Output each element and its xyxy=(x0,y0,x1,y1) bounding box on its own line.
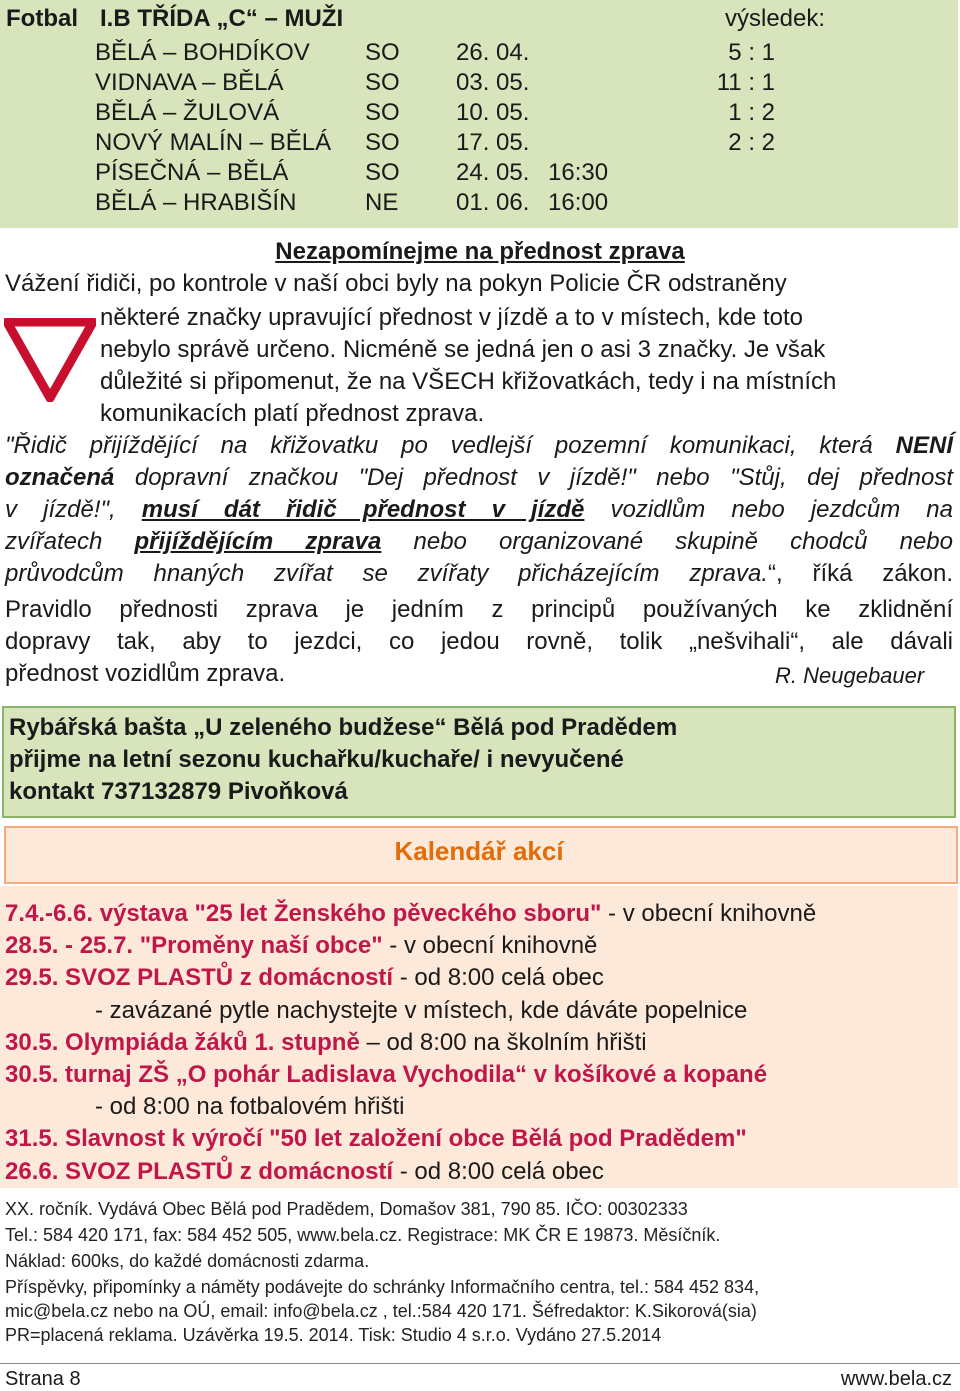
imprint-line: Tel.: 584 420 171, fax: 584 452 505, www.bela.cz. Registrace: MK ČR E 19873. Měsíčník. xyxy=(5,1225,721,1245)
event-detail: - zavázané pytle nachystejte v místech, kde dáváte popelnice xyxy=(95,996,748,1024)
law-quote-line xyxy=(5,430,953,462)
calendar-event xyxy=(5,1027,647,1059)
event-title: Olympiáda žáků 1. stupně xyxy=(58,1028,360,1056)
law-quote-line xyxy=(5,462,953,494)
result-header: výsledek: xyxy=(725,5,826,32)
event-detail: - od 8:00 celá obec xyxy=(393,1157,604,1185)
quote-text: dopravní značkou "Dej přednost v jízdě!" nebo "Stůj, dej přednost xyxy=(114,464,953,491)
quote-emphasis: přijíždějícím zprava xyxy=(134,528,382,555)
match-result: 1 : 2 xyxy=(728,99,775,126)
article-line: důležité si připomenut, že na VŠECH křižovatkách, tedy i na místních xyxy=(100,368,837,395)
quote-text: "Řidič přijíždějící na křižovatku po vedlejší pozemní komunikaci, která xyxy=(5,432,896,459)
event-date: 30.5. xyxy=(5,1061,59,1088)
event-detail: – od 8:00 na školním hřišti xyxy=(359,1028,647,1056)
match-date: 17. 05. xyxy=(456,129,530,156)
football-results-box xyxy=(0,0,958,228)
imprint-line: mic@bela.cz nebo na OÚ, email: info@bela.cz , tel.:584 420 171. Šéfredaktor: K.Sikorová(sia) xyxy=(5,1301,757,1321)
article-author: R. Neugebauer xyxy=(775,663,925,688)
event-date: 30.5. xyxy=(5,1028,59,1056)
match-date: 03. 05. xyxy=(456,69,530,96)
quote-text: “, říká zákon. xyxy=(768,560,954,587)
match-date: 26. 04. xyxy=(456,39,530,66)
match-date: 10. 05. xyxy=(456,99,530,126)
quote-emphasis: musí dát řidič přednost v jízdě xyxy=(141,496,585,523)
sport-label: Fotbal xyxy=(6,5,78,32)
event-detail: - od 8:00 na fotbalovém hřišti xyxy=(95,1093,405,1121)
article-title: Nezapomínejme na přednost zprava xyxy=(275,238,685,265)
law-quote-line xyxy=(5,558,953,590)
article-line: přednost vozidlům zprava. xyxy=(5,660,286,687)
quote-text: zvířatech xyxy=(5,528,135,555)
quote-emphasis: označená xyxy=(5,464,115,491)
match-time: 16:30 xyxy=(548,159,609,186)
footer-divider xyxy=(0,1363,960,1364)
event-title: SVOZ PLASTŮ z domácností xyxy=(58,1157,394,1185)
match-time: 16:00 xyxy=(548,189,609,216)
event-date: 31.5. xyxy=(5,1125,59,1153)
event-date: 28.5. - 25.7. xyxy=(5,932,134,960)
imprint-line: Příspěvky, připomínky a náměty podávejte do schránky Informačního centra, tel.: 584 452 834, xyxy=(5,1277,760,1297)
event-title: Slavnost k výročí "50 let založení obce Bělá pod Pradědem" xyxy=(58,1125,747,1153)
ad-line: kontakt 737132879 Pivoňková xyxy=(9,778,348,805)
quote-emphasis: NENÍ xyxy=(895,432,953,459)
imprint-line: Náklad: 600ks, do každé domácnosti zdarma. xyxy=(5,1251,370,1271)
match-teams: BĚLÁ – HRABIŠÍN xyxy=(95,189,297,216)
event-detail: - v obecní knihovně xyxy=(382,932,598,960)
calendar-events-box xyxy=(0,886,958,1188)
quote-text: vozidlům nebo jezdcům na xyxy=(584,496,954,523)
match-teams: PÍSEČNÁ – BĚLÁ xyxy=(95,159,289,186)
article-line: nebylo správě určeno. Nicméně se jedná jen o asi 3 značky. Je však xyxy=(100,336,826,363)
match-result: 5 : 1 xyxy=(728,39,775,66)
event-detail: - v obecní knihovně xyxy=(601,900,817,927)
match-day: SO xyxy=(365,69,400,96)
page-number: Strana 8 xyxy=(5,1368,81,1390)
article-line: komunikacích platí přednost zprava. xyxy=(100,400,485,427)
ad-line: přijme na letní sezonu kuchařku/kuchaře/ i nevyučené xyxy=(9,746,624,773)
event-title: "Proměny naší obce" xyxy=(133,932,383,960)
article-line: Vážení řidiči, po kontrole v naší obci byly na pokyn Policie ČR odstraněny xyxy=(5,270,787,297)
job-ad-box xyxy=(2,706,956,818)
quote-text: průvodcům hnaných zvířat se zvířaty přicházejícím zprava. xyxy=(5,560,769,587)
event-date: 29.5. xyxy=(5,964,59,992)
calendar-event xyxy=(5,1059,767,1091)
match-day: SO xyxy=(365,99,400,126)
match-day: NE xyxy=(365,189,399,216)
imprint-line: XX. ročník. Vydává Obec Bělá pod Pradědem, Domašov 381, 790 85. IČO: 00302333 xyxy=(5,1199,688,1219)
event-detail: - od 8:00 celá obec xyxy=(393,964,604,992)
match-date: 01. 06. xyxy=(456,189,530,216)
event-title: SVOZ PLASTŮ z domácností xyxy=(58,964,394,992)
match-teams: VIDNAVA – BĚLÁ xyxy=(95,69,284,96)
article-line: Pravidlo přednosti zprava je jedním z principů používaných ke zklidnění xyxy=(5,596,953,623)
calendar-event xyxy=(95,1091,405,1123)
law-quote-line xyxy=(5,494,953,526)
calendar-event xyxy=(5,1156,604,1188)
event-date: 26.6. xyxy=(5,1157,59,1185)
calendar-event xyxy=(95,995,747,1027)
match-teams: BĚLÁ – ŽULOVÁ xyxy=(95,99,280,126)
ad-line: Rybářská bašta „U zeleného budžese“ Bělá pod Pradědem xyxy=(9,714,678,741)
imprint-line: PR=placená reklama. Uzávěrka 19.5. 2014. Tisk: Studio 4 s.r.o. Vydáno 27.5.2014 xyxy=(5,1325,662,1345)
article-line: některé značky upravující přednost v jízdě a to v místech, kde toto xyxy=(100,304,804,331)
match-result: 11 : 1 xyxy=(716,69,775,96)
match-teams: NOVÝ MALÍN – BĚLÁ xyxy=(95,129,332,156)
law-quote-line xyxy=(5,526,953,558)
calendar-title: Kalendář akcí xyxy=(394,836,564,866)
calendar-event xyxy=(5,1123,747,1155)
website-link[interactable]: www.bela.cz xyxy=(840,1368,952,1390)
match-date: 24. 05. xyxy=(456,159,530,186)
yield-sign-icon xyxy=(4,318,96,402)
match-day: SO xyxy=(365,159,400,186)
quote-text: nebo organizované skupině chodců nebo xyxy=(381,528,953,555)
league-title: I.B TŘÍDA „C“ – MUŽI xyxy=(100,5,344,32)
match-result: 2 : 2 xyxy=(728,129,775,156)
calendar-event xyxy=(5,930,597,962)
calendar-event xyxy=(5,898,816,930)
match-day: SO xyxy=(365,39,400,66)
match-day: SO xyxy=(365,129,400,156)
event-title: turnaj ZŠ „O pohár Ladislava Vychodila“ v košíkové a kopané xyxy=(58,1061,768,1088)
match-teams: BĚLÁ – BOHDÍKOV xyxy=(95,39,310,66)
article-line: dopravy tak, aby to jezdci, co jedou rovně, tolik „nešvihali“, ale dávali xyxy=(5,628,953,655)
event-date: 7.4.-6.6. xyxy=(5,900,94,927)
quote-text: v jízdě!", xyxy=(5,496,142,523)
event-title: výstava "25 let Ženského pěveckého sboru" xyxy=(93,900,602,927)
calendar-event xyxy=(5,962,604,994)
